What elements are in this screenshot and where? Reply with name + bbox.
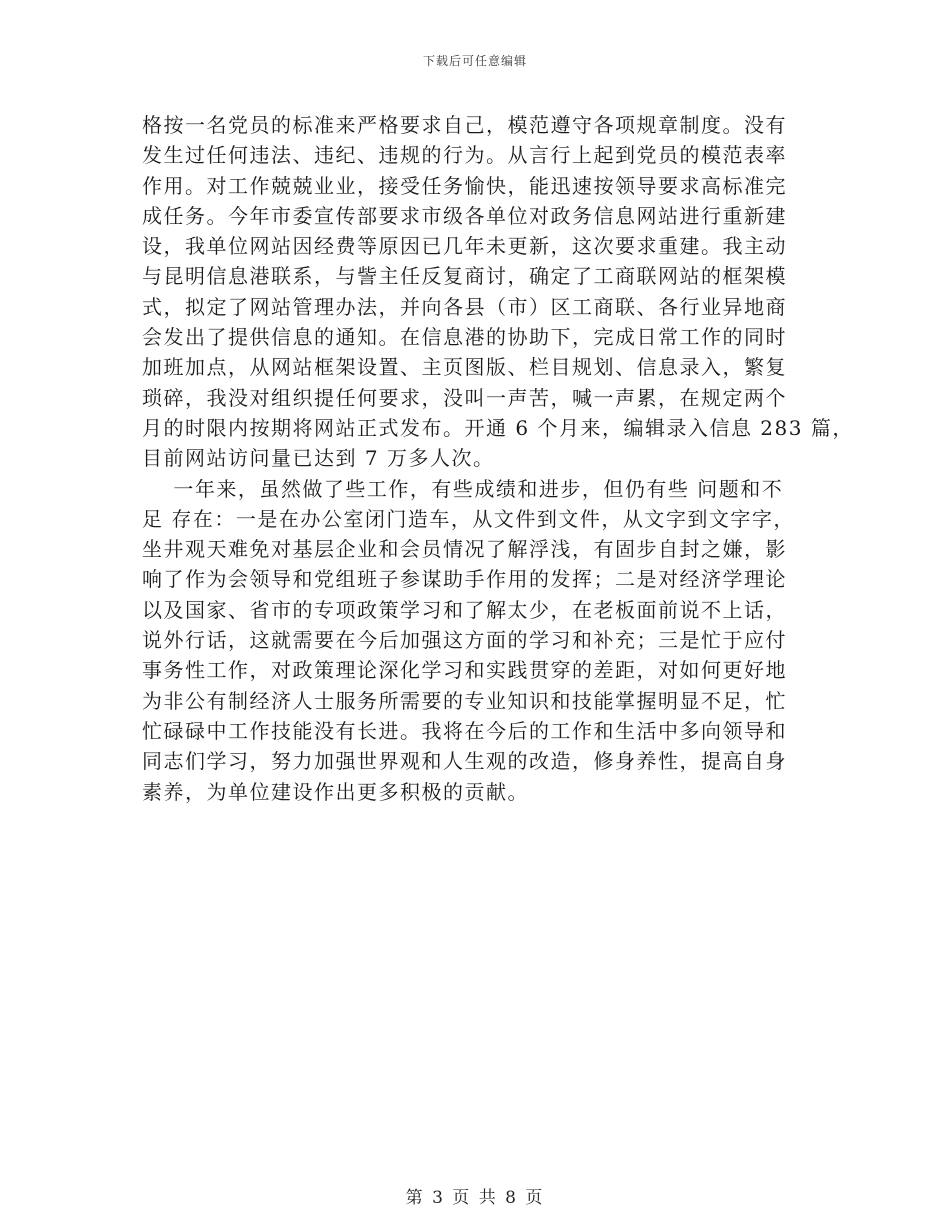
text-line: 琐碎，我没对组织提任何要求，没叫一声苦，喊一声累，在规定两个 [142,385,787,410]
text-line: 以及国家、省市的专项政策学习和了解太少，在老板面前说不上话， [142,597,787,622]
text-line: 作用。对工作兢兢业业，接受任务愉快，能迅速按领导要求高标准完 [142,173,787,198]
text-line: 响了作为会领导和党组班子参谋助手作用的发挥；二是对经济学理论 [142,567,787,592]
text-line: 目前网站访问量已达到 7 万多人次。 [142,446,495,471]
text-line: 说外行话，这就需要在今后加强这方面的学习和补充；三是忙于应付 [142,628,787,653]
text-line: 发生过任何违法、违纪、违规的行为。从言行上起到党员的模范表率 [142,143,787,168]
text-line: 素养，为单位建设作出更多积极的贡献。 [142,779,529,804]
text-line: 会发出了提供信息的通知。在信息港的协助下，完成日常工作的同时 [142,325,787,350]
text-line: 成任务。今年市委宣传部要求市级各单位对政务信息网站进行重新建 [142,203,787,228]
text-line: 为非公有制经济人士服务所需要的专业知识和技能掌握明显不足，忙 [142,688,787,713]
text-line: 一年来，虽然做了些工作，有些成绩和进步，但仍有些 问题和不 [142,476,784,501]
text-line: 设，我单位网站因经费等原因已几年未更新，这次要求重建。我主动 [142,234,787,259]
text-line: 加班加点，从网站框架设置、主页图版、栏目规划、信息录入，繁复 [142,355,787,380]
text-line: 事务性工作，对政策理论深化学习和实践贯穿的差距，对如何更好地 [142,658,787,683]
text-line: 式，拟定了网站管理办法，并向各县（市）区工商联、各行业异地商 [142,294,787,319]
page-header: 下载后可任意编辑 [422,54,527,68]
text-line: 月的时限内按期将网站正式发布。开通 6 个月来，编辑录入信息 283 篇， [142,415,854,440]
text-line: 足 存在：一是在办公室闭门造车，从文件到文件，从文字到文字字， [142,506,795,531]
text-line: 与昆明信息港联系，与訾主任反复商讨，确定了工商联网站的框架模 [142,264,787,289]
text-line: 坐井观天难免对基层企业和会员情况了解浮浅，有固步自封之嫌，影 [142,537,787,562]
text-line: 忙碌碌中工作技能没有长进。我将在今后的工作和生活中多向领导和 [142,718,787,743]
page-number-footer: 第 3 页 共 8 页 [405,1188,545,1208]
text-line: 格按一名党员的标准来严格要求自己，模范遵守各项规章制度。没有 [142,113,787,137]
document-body [142,110,854,807]
text-line: 同志们学习，努力加强世界观和人生观的改造，修身养性，提高自身 [142,749,787,774]
